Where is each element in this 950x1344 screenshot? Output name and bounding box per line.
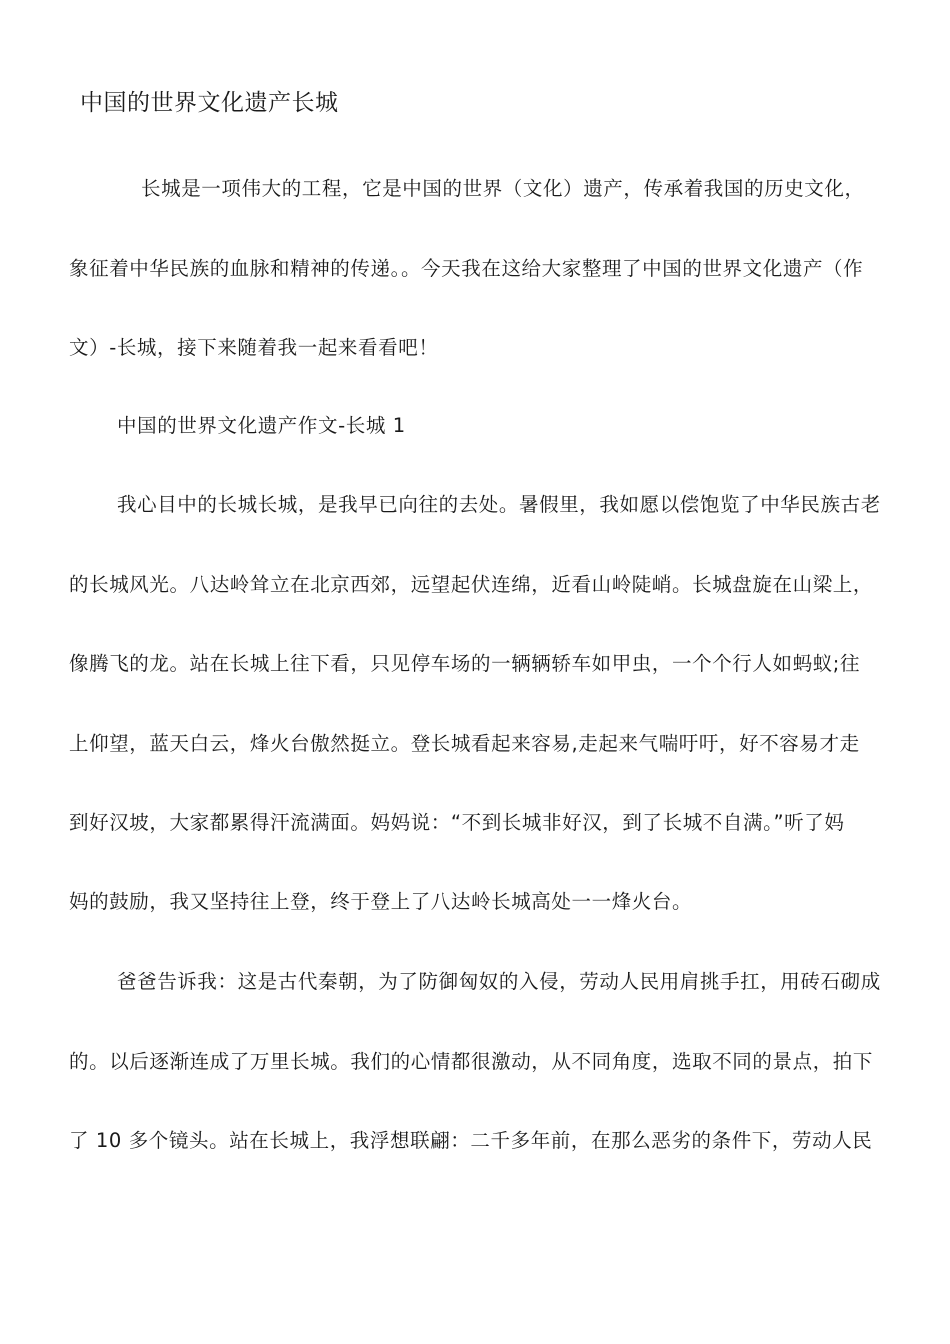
intro-line-3: 文）-长城，接下来随着我一起来看看吧！ <box>69 336 439 359</box>
paragraph1-line-4: 上仰望，蓝天白云，烽火台傲然挺立。登长城看起来容易,走起来气喘吁吁，好不容易才走 <box>69 732 860 755</box>
intro-line-2: 象征着中华民族的血脉和精神的传递。。今天我在这给大家整理了中国的世界文化遗产（作 <box>69 257 864 280</box>
paragraph2-line-3: 了 10 多个镜头。站在长城上，我浮想联翩：二千多年前，在那么恶劣的条件下，劳动人民 <box>69 1129 873 1152</box>
paragraph1-line-2: 的长城风光。八达岭耸立在北京西郊，远望起伏连绵，近看山岭陡峭。长城盘旋在山梁上， <box>69 573 874 596</box>
paragraph1-line-6: 妈的鼓励，我又坚持往上登，终于登上了八达岭长城高处一一烽火台。 <box>69 890 693 913</box>
paragraph1-line-5: 到好汉坡，大家都累得汗流满面。妈妈说：“不到长城非好汉，到了长城不自满。”听了妈 <box>69 811 845 834</box>
paragraph2-line-2: 的。以后逐渐连成了万里长城。我们的心情都很激动，从不同角度，选取不同的景点，拍下 <box>69 1050 874 1073</box>
paragraph1-line-3: 像腾飞的龙。站在长城上往下看，只见停车场的一辆辆轿车如甲虫，一个个行人如蚂蚁;往 <box>69 652 861 675</box>
paragraph2-line-1: 爸爸告诉我：这是古代秦朝，为了防御匈奴的入侵，劳动人民用肩挑手扛，用砖石砌成 <box>117 970 881 993</box>
document-title: 中国的世界文化遗产长城 <box>80 90 339 116</box>
intro-line-1: 长城是一项伟大的工程，它是中国的世界（文化）遗产，传承着我国的历史文化， <box>141 177 865 200</box>
paragraph1-line-1: 我心目中的长城长城，是我早已向往的去处。暑假里，我如愿以偿饱览了中华民族古老 <box>117 493 881 516</box>
section-heading: 中国的世界文化遗产作文-长城 1 <box>117 414 406 437</box>
